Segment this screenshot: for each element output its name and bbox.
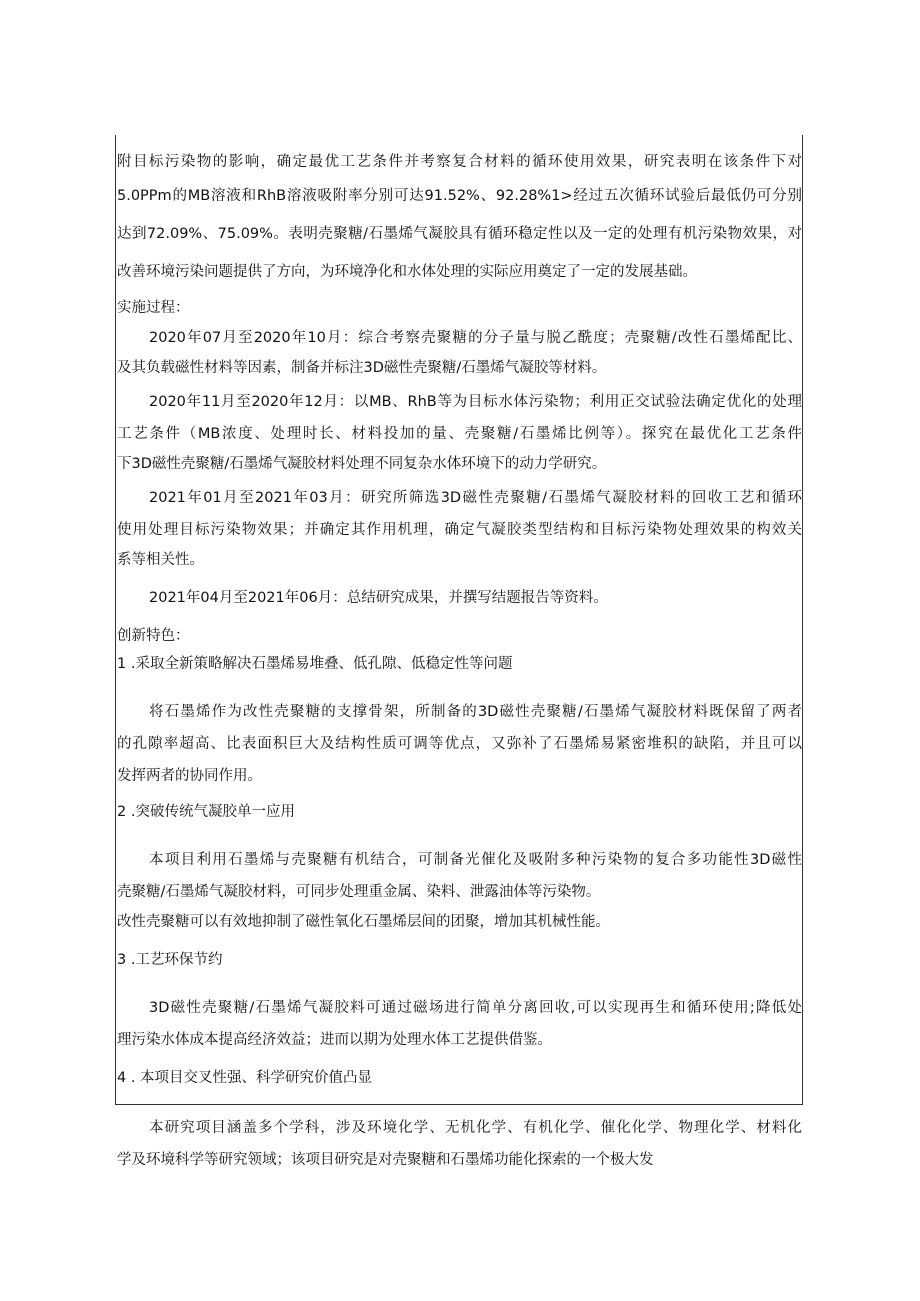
innovation-line: 的孔隙率超高、比表面积巨大及结构性质可调等优点，又弥补了石墨烯易紧密堆积的缺陷，并且可以 <box>117 736 802 752</box>
process-heading: 实施过程： <box>117 300 190 316</box>
innovation-item-heading: 1 .采取全新策略解决石墨烯易堆叠、低孔隙、低稳定性等问题 <box>117 656 513 672</box>
innovation-item-heading: 3 .工艺环保节约 <box>117 952 223 968</box>
innovation-line: 改性壳聚糖可以有效地抑制了磁性氧化石墨烯层间的团聚，增加其机械性能。 <box>117 914 610 930</box>
intro-line: 达到72.09%、75.09%。表明壳聚糖/石墨烯气凝胶具有循环稳定性以及一定的处理有机污染物效果，对 <box>117 226 802 242</box>
innovation-line: 将石墨烯作为改性壳聚糖的支撑骨架，所制备的3D磁性壳聚糖/石墨烯气凝胶材料既保留了两者 <box>149 704 802 720</box>
innovation-heading: 创新特色： <box>117 628 190 644</box>
innovation-line: 壳聚糖/石墨烯气凝胶材料，可同步处理重金属、染料、泄露油体等污染物。 <box>117 884 601 900</box>
process-line: 2020年07月至2020年10月：综合考察壳聚糖的分子量与脱乙酰度；壳聚糖/改性石墨烯配比、 <box>149 330 802 346</box>
intro-line: 附目标污染物的影响，确定最优工艺条件并考察复合材料的循环使用效果，研究表明在该条件下对 <box>117 154 802 170</box>
intro-line: 改善环境污染问题提供了方向，为环境净化和水体处理的实际应用奠定了一定的发展基础。 <box>117 264 697 280</box>
process-line: 使用处理目标污染物效果；并确定其作用机理，确定气凝胶类型结构和目标污染物处理效果的构效关 <box>117 522 802 538</box>
intro-line: 5.0PPm的MB溶液和RhB溶液吸附率分别可达91.52%、92.28%1>经过五次循环试验后最低仍可分别 <box>117 188 802 204</box>
process-line: 2020年11月至2020年12月：以MB、RhB等为目标水体污染物；利用正交试验法确定优化的处理 <box>149 394 802 410</box>
process-line: 2021年01月至2021年03月：研究所筛选3D磁性壳聚糖/石墨烯气凝胶材料的回收工艺和循环 <box>149 490 802 506</box>
innovation-line: 本项目利用石墨烯与壳聚糖有机结合，可制备光催化及吸附多种污染物的复合多功能性3D磁性 <box>149 852 802 868</box>
innovation-line: 3D磁性壳聚糖/石墨烯气凝胶料可通过磁场进行简单分离回收,可以实现再生和循环使用;降低处 <box>149 1000 802 1016</box>
innovation-line: 发挥两者的协同作用。 <box>117 768 262 784</box>
process-line: 及其负载磁性材料等因素，制备并标注3D磁性壳聚糖/石墨烯气凝胶等材料。 <box>117 360 607 376</box>
process-line: 下3D磁性壳聚糖/石墨烯气凝胶材料处理不同复杂水体环境下的动力学研究。 <box>117 456 607 472</box>
process-line: 2021年04月至2021年06月：总结研究成果，并撰写结题报告等资料。 <box>149 590 608 606</box>
innovation-line: 理污染水体成本提高经济效益；进而以期为处理水体工艺提供借鉴。 <box>117 1032 552 1048</box>
process-line: 系等相关性。 <box>117 552 204 568</box>
outside-line: 本研究项目涵盖多个学科，涉及环境化学、无机化学、有机化学、催化化学、物理化学、材料化 <box>149 1120 802 1136</box>
innovation-item-heading: 4 . 本项目交叉性强、科学研究价值凸显 <box>117 1070 373 1086</box>
innovation-item-heading: 2 .突破传统气凝胶单一应用 <box>117 804 295 820</box>
outside-line: 学及环境科学等研究领域；该项目研究是对壳聚糖和石墨烯功能化探索的一个极大发 <box>117 1152 654 1168</box>
process-line: 工艺条件（MB浓度、处理时长、材料投加的量、壳聚糖/石墨烯比例等）。探究在最优化工艺条件 <box>117 426 802 442</box>
